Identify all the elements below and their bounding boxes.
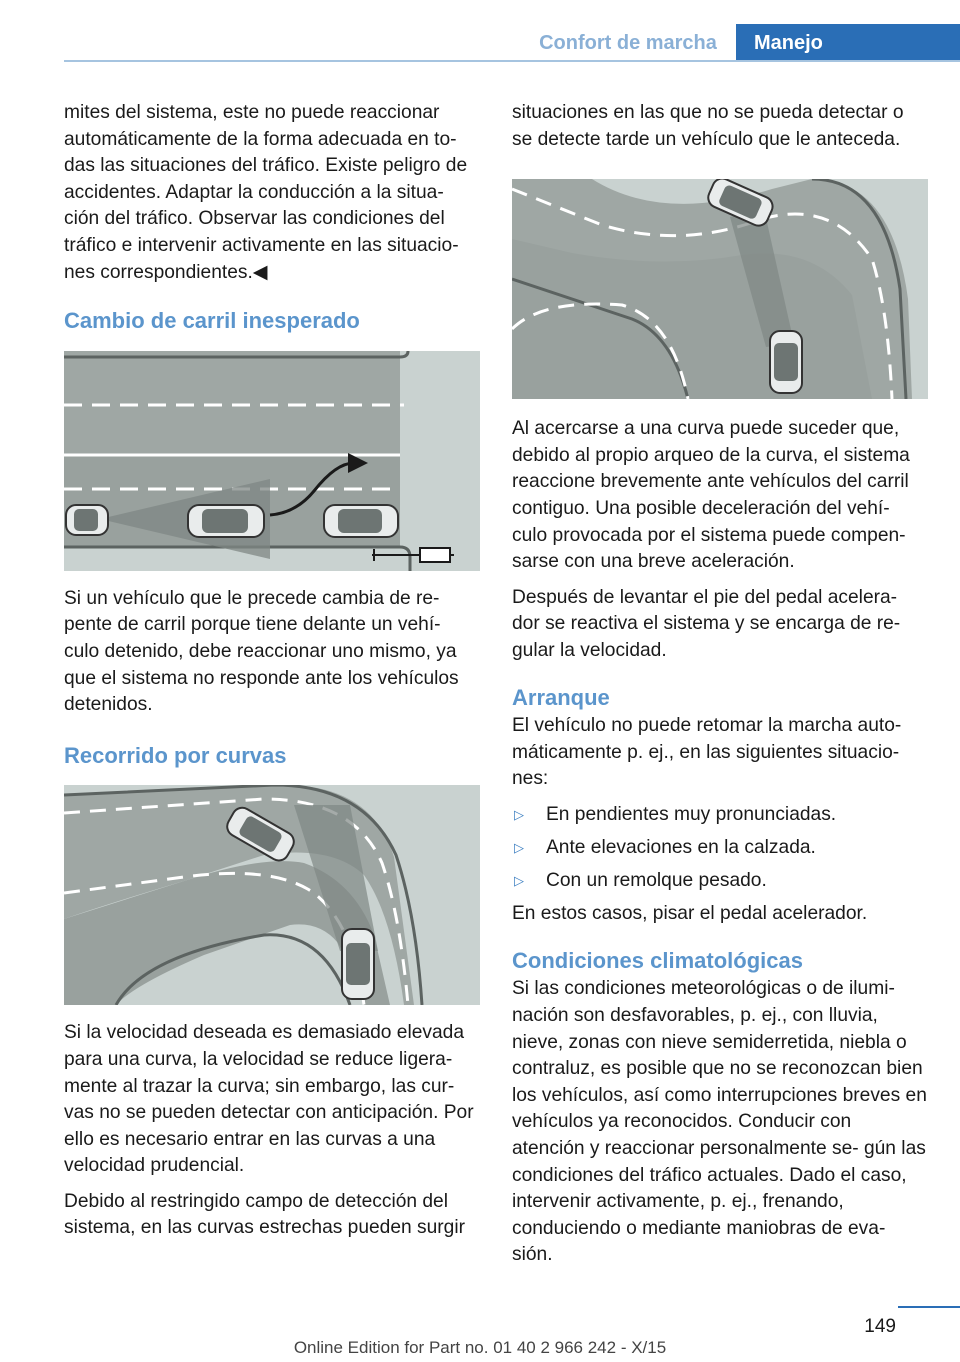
heading-curves: Recorrido por curvas (64, 742, 287, 768)
intro-paragraph: mites del sistema, este no puede reaccionar automáticamente de la forma adecuada en to- das las situaciones del tráfico. Existe peligro de accidentes. Adaptar la conducción a la situa- ción del tráfico. Observar las condiciones del tráfico e intervenir activamente en las situacio- nes correspondientes.◀ (64, 102, 468, 283)
pedal-paragraph: Después de levantar el pie del pedal acelera- dor se reactiva el sistema y se encarga de re- gular la velocidad. (512, 586, 901, 661)
car-icon (66, 505, 108, 535)
header-rule (64, 60, 960, 62)
header-chapter-tab: Manejo (736, 24, 960, 62)
figure-lane-change (64, 351, 480, 571)
curves-paragraph-1: Si la velocidad deseada es demasiado elevada para una curva, la velocidad se reduce ligera- mente al trazar la curva; sin embargo, las cur- vas no se pueden detectar con anticipación. Por ello es necesario entrar en las curvas a una velocidad prudencial. (64, 1022, 474, 1177)
car-icon (770, 331, 802, 393)
triangle-bullet-icon: ▷ (514, 840, 524, 855)
page-number: 149 (864, 1316, 896, 1337)
edition-note: Online Edition for Part no. 01 40 2 966 242 - X/15 (293, 1338, 667, 1357)
start-end-paragraph: En estos casos, pisar el pedal acelerador. (512, 903, 868, 925)
car-icon (342, 929, 374, 999)
header-section-tab: Confort de marcha (539, 32, 717, 54)
weather-paragraph: Si las condiciones meteorológicas o de ilumi- nación son desfavorables, p. ej., con lluvia, nieve, zonas con nieve semiderretida, niebla o contraluz, es posible que no se reconozcan bien los vehículos, así como interrupciones breves en vehículos ya reconocidos. Conducir con atención y reaccionar personalmente se- gún las condiciones del tráfico actuales. Dado el caso, intervenir activamente, p. ej., frenando, conduciendo o mediante maniobras de eva- sión. (512, 978, 927, 1266)
figure-curve-left (64, 785, 480, 1005)
right-column (512, 100, 928, 1278)
heading-start: Arranque (512, 684, 610, 710)
figure-curve-right (512, 179, 928, 399)
list-item: ▷ Con un remolque pesado. (512, 868, 928, 895)
start-list (512, 802, 928, 895)
triangle-bullet-icon: ▷ (514, 873, 524, 889)
heading-weather: Condiciones climatológicas (512, 947, 803, 973)
footer-rule (898, 1306, 960, 1308)
curve-approach-paragraph: Al acercarse a una curva puede suceder que, debido al propio arqueo de la curva, el sistema reaccione brevemente ante vehículos del carril contiguo. Una posible deceleración del vehí- culo provocada por el sistema puede compen- sarse con una breve aceleración. (512, 418, 910, 573)
car-icon (324, 505, 398, 537)
lane-change-paragraph: Si un vehículo que le precede cambia de re- pente de carril porque tiene delante un vehí- culo detenido, debe reaccionar uno mismo, ya que el sistema no responde ante los vehículos detenidos. (64, 587, 459, 716)
car-icon (188, 505, 264, 537)
list-item: ▷ Ante elevaciones en la calzada. (512, 835, 928, 862)
heading-lane-change: Cambio de carril inesperado (64, 308, 360, 334)
left-column (64, 100, 480, 1251)
continuation-paragraph: situaciones en las que no se pueda detectar o se detecte tarde un vehículo que le anteceda. (512, 102, 904, 150)
curves-paragraph-2: Debido al restringido campo de detección del sistema, en las curvas estrechas pueden surgir (64, 1190, 465, 1239)
start-paragraph: El vehículo no puede retomar la marcha auto- máticamente p. ej., en las siguientes situacio- nes: (512, 715, 902, 790)
list-item: ▷ En pendientes muy pronunciadas. (512, 802, 928, 829)
triangle-bullet-icon: ▷ (514, 806, 524, 822)
